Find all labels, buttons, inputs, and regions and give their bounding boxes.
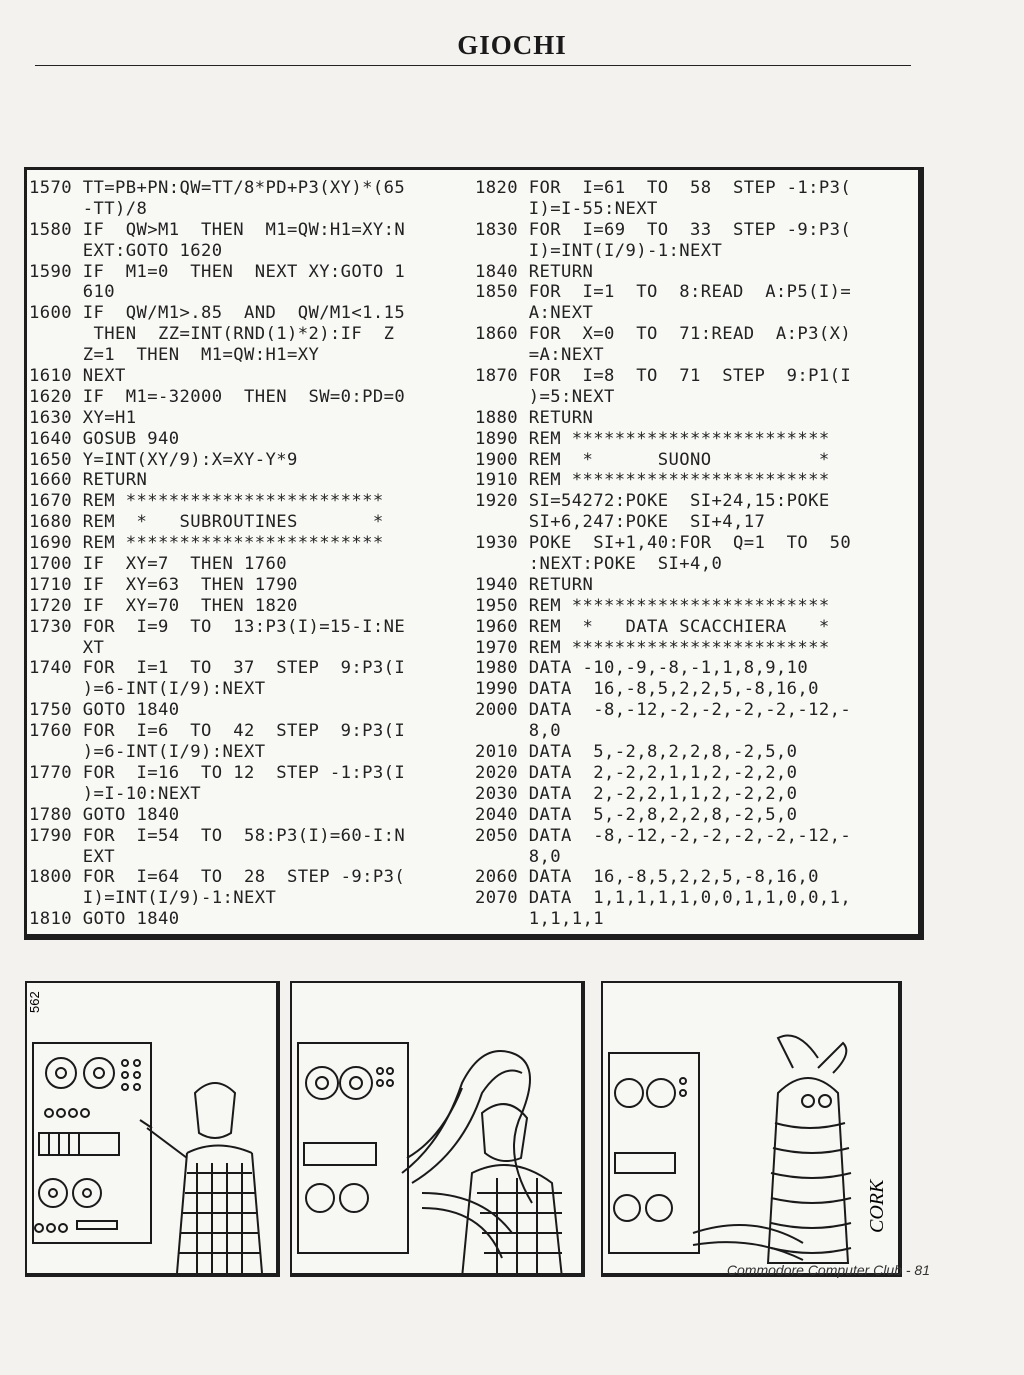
man-head (482, 1104, 527, 1161)
header-rule (35, 65, 911, 66)
code-line: 1640 GOSUB 940 (29, 428, 180, 449)
code-line: 1680 REM * SUBROUTINES * (29, 512, 384, 533)
code-line: 1830 FOR I=69 TO 33 STEP -9:P3( (475, 219, 852, 240)
code-line: 1650 Y=INT(XY/9):X=XY-Y*9 (29, 449, 298, 470)
code-line: THEN ZZ=INT(RND(1)*2):IF Z (29, 324, 395, 345)
code-line: 1960 REM * DATA SCACCHIERA * (475, 616, 830, 637)
listing-right-column (475, 178, 851, 930)
cartoon-panel-2 (290, 981, 585, 1277)
code-line: 1,1,1,1 (475, 909, 604, 930)
code-line: 2000 DATA -8,-12,-2,-2,-2,-2,-12,- (475, 700, 852, 721)
code-line: EXT:GOTO 1620 (29, 240, 223, 261)
code-line: 1570 TT=PB+PN:QW=TT/8*PD+P3(XY)*(65 (29, 178, 406, 198)
computer-cabinet (33, 1043, 151, 1243)
code-line: 1760 FOR I=6 TO 42 STEP 9:P3(I (29, 721, 406, 742)
code-line: 1900 REM * SUONO * (475, 449, 830, 470)
wrapped-figure (768, 1078, 848, 1263)
cartoon-number: 562 (27, 991, 42, 1013)
code-line: 1790 FOR I=54 TO 58:P3(I)=60-I:N (29, 825, 406, 846)
code-line: 2030 DATA 2,-2,2,1,1,2,-2,2,0 (475, 783, 798, 804)
code-line: -TT)/8 (29, 198, 148, 219)
listing-left-column (29, 178, 405, 930)
code-line: I)=INT(I/9)-1:NEXT (29, 888, 277, 909)
code-line: 1730 FOR I=9 TO 13:P3(I)=15-I:NE (29, 616, 406, 637)
paper-tape (693, 1225, 803, 1243)
cartoon-drawing-1 (27, 983, 280, 1277)
code-line: Z=1 THEN M1=QW:H1=XY (29, 345, 320, 366)
cartoon-signature: CORK (866, 1179, 888, 1233)
code-line: 1820 FOR I=61 TO 58 STEP -1:P3( (475, 178, 852, 198)
code-line: :NEXT:POKE SI+4,0 (475, 554, 723, 575)
code-line: 1700 IF XY=7 THEN 1760 (29, 554, 287, 575)
section-title: GIOCHI (457, 30, 567, 60)
code-line: 1970 REM ************************ (475, 637, 830, 658)
code-line: 1850 FOR I=1 TO 8:READ A:P5(I)= (475, 282, 852, 303)
code-line: 1720 IF XY=70 THEN 1820 (29, 595, 298, 616)
code-line: 1690 REM ************************ (29, 533, 384, 554)
code-line: 1580 IF QW>M1 THEN M1=QW:H1=XY:N (29, 219, 406, 240)
code-line: EXT (29, 846, 115, 867)
code-line: 1930 POKE SI+1,40:FOR Q=1 TO 50 (475, 533, 852, 554)
code-line: 1630 XY=H1 (29, 407, 137, 428)
cartoon-panel-3 (601, 981, 902, 1277)
code-line: 1610 NEXT (29, 366, 126, 387)
code-line: XT (29, 637, 105, 658)
code-line: 1810 GOTO 1840 (29, 909, 180, 930)
code-line: 1770 FOR I=16 TO 12 STEP -1:P3(I (29, 762, 406, 783)
code-line: 1990 DATA 16,-8,5,2,2,5,-8,16,0 (475, 679, 819, 700)
code-line: 2020 DATA 2,-2,2,1,1,2,-2,2,0 (475, 762, 798, 783)
code-line: )=I-10:NEXT (29, 783, 201, 804)
cartoon-drawing-2 (292, 983, 585, 1277)
code-line: 610 (29, 282, 115, 303)
code-line: 2010 DATA 5,-2,8,2,2,8,-2,5,0 (475, 742, 798, 763)
code-line: 1890 REM ************************ (475, 428, 830, 449)
code-line: )=6-INT(I/9):NEXT (29, 679, 266, 700)
code-line: =A:NEXT (475, 345, 604, 366)
page-footer: Commodore Computer Club - 81 (726, 1262, 930, 1278)
code-line: 1880 RETURN (475, 407, 594, 428)
code-line: I)=INT(I/9)-1:NEXT (475, 240, 723, 261)
code-line: )=5:NEXT (475, 386, 615, 407)
code-line: 1670 REM ************************ (29, 491, 384, 512)
page-header (0, 30, 1024, 61)
code-line: A:NEXT (475, 303, 594, 324)
cartoon-drawing-3 (603, 983, 902, 1277)
code-line: 2040 DATA 5,-2,8,2,2,8,-2,5,0 (475, 804, 798, 825)
code-line: )=6-INT(I/9):NEXT (29, 742, 266, 763)
code-line: 1860 FOR X=0 TO 71:READ A:P3(X) (475, 324, 852, 345)
code-line: 1660 RETURN (29, 470, 148, 491)
code-line: 2050 DATA -8,-12,-2,-2,-2,-2,-12,- (475, 825, 852, 846)
code-line: 1620 IF M1=-32000 THEN SW=0:PD=0 (29, 386, 406, 407)
code-line: 1750 GOTO 1840 (29, 700, 180, 721)
code-line: 1800 FOR I=64 TO 28 STEP -9:P3( (29, 867, 406, 888)
cartoon-panel-1 (25, 981, 280, 1277)
code-line: 1590 IF M1=0 THEN NEXT XY:GOTO 1 (29, 261, 406, 282)
code-line: 2070 DATA 1,1,1,1,1,0,0,1,1,0,0,1, (475, 888, 852, 909)
code-line: 1950 REM ************************ (475, 595, 830, 616)
code-line: 8,0 (475, 721, 561, 742)
code-line: 1870 FOR I=8 TO 71 STEP 9:P1(I (475, 366, 852, 387)
code-line: 8,0 (475, 846, 561, 867)
code-line: 1910 REM ************************ (475, 470, 830, 491)
basic-listing (24, 167, 924, 940)
code-line: 1740 FOR I=1 TO 37 STEP 9:P3(I (29, 658, 406, 679)
code-line: 2060 DATA 16,-8,5,2,2,5,-8,16,0 (475, 867, 819, 888)
code-line: 1780 GOTO 1840 (29, 804, 180, 825)
man-head (195, 1083, 235, 1138)
code-line: 1980 DATA -10,-9,-8,-1,1,8,9,10 (475, 658, 809, 679)
code-line: 1920 SI=54272:POKE SI+24,15:POKE (475, 491, 830, 512)
code-line: 1710 IF XY=63 THEN 1790 (29, 574, 298, 595)
pointing-arm (140, 1120, 187, 1158)
code-line: 1940 RETURN (475, 574, 594, 595)
code-line: 1600 IF QW/M1>.85 AND QW/M1<1.15 (29, 303, 406, 324)
code-line: I)=I-55:NEXT (475, 198, 658, 219)
code-line: SI+6,247:POKE SI+4,17 (475, 512, 766, 533)
code-line: 1840 RETURN (475, 261, 594, 282)
